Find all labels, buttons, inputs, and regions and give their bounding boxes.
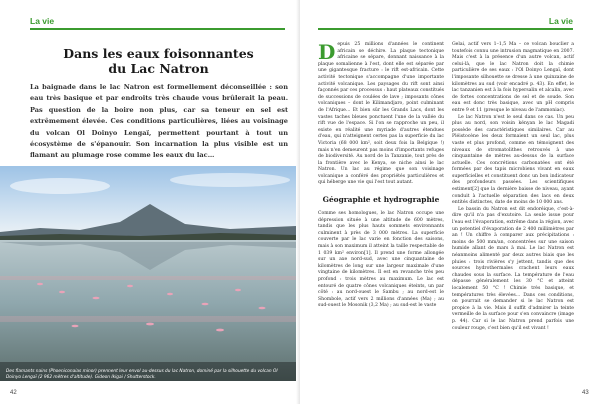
page-number-left: 42 [10, 390, 17, 396]
cloud [10, 178, 110, 194]
paragraph [318, 42, 444, 187]
paragraph-text: epuis 25 millions d'années le continent africain se déchire. La plaque tectonique africaine se sépare, donnant naissance à la plaque somalienne à l'est, dont elle est séparée par une gigantesque fracture : le rift est-africain. Cette activité tectonique s'accompagne d'une importante activité volcanique. Les paysages du rift sont ainsi façonnés par ces processus : haut plateaux constitués de successions de coulées de lave ; imposants cônes volcaniques – dont le Kilimandjaro, point culminant de l'Afrique… Et bien sûr les Grands Lacs, dont les vastes taches bleues ponctuent l'une de la vallée du rift vue de l'espace. Si l'on se rapproche un peu, il existe en réalité une myriade d'autres étendues d'eau, qui n'atteignent certes pas la superficie du lac Victoria (68 000 km², soit deux fois la Belgique !) mais n'en demeurent pas moins d'importants refuges de biodiversité. Au nord de la Tanzanie, tout près de la frontière avec le Kenya, se niche ainsi le lac Natron. Un lac au régime que son voisinage volcanique a conféré des propriétés particulières et qui héberge une vie qui l'est tout autant. [318, 42, 444, 186]
paragraph: Comme ses homologues, le lac Natron occupe une dépression située à une altitude de 600 mètres, tandis que les plus hauts sommets environnants culminent à près de 3 000 mètres. La superficie couverte par le lac varie en fonction des saisons, mais à son maximum il atteint la taille respectable de 1 039 km² environ[1]. Il prend une forme allongée sur un axe nord-sud, avec une cinquantaine de kilomètres de long sur une largeur maximale d'une vingtaine de kilomètres. Il est en revanche très peu profond : trois mètres au maximum. Le lac est entouré de quatre cônes volcaniques éteints, un par côté : au nord-ouest le Sambu ; au nord-est le Shombole, actif vers 2 millions d'années (Ma) ; au sud-ouest le Mosonik (3,2 Ma) ; au sud-est le vaste [318, 211, 444, 309]
pink-shimmer [0, 276, 296, 280]
section-label: La vie [30, 16, 55, 26]
flamingo [235, 289, 241, 291]
flamingo [167, 293, 173, 295]
section-label: La vie [548, 16, 573, 26]
lake-natron-photo [0, 166, 296, 381]
section-header-right [318, 16, 573, 30]
pink-shimmer [0, 316, 296, 322]
text-column-2 [452, 42, 574, 332]
article-lead: La baignade dans le lac Natron est formellement déconseillée : son eau très basique et par endroits très chaude vous brûlerait la peau. Pas question de la boire non plus, car sa teneur en sel est extrêmement élevée. Ces conditions particulières, liées au voisinage du volcan Ol Doinyo Lengaï, permettent pourtant à tout un écosystème de s'épanouir. Son incarnation la plus visible est un flamant au plumage rose comme les eaux du lac… [30, 83, 288, 160]
article-title [36, 46, 281, 76]
flamingo [202, 303, 209, 306]
photo-caption: Des flamants nains (Phoeniconaias minor) prennent leur envol au-dessus du lac Natron, dominé par la silhouette du volcan Ol Doinyo Lengaï (2 962 mètres d'altitude). Gideon Ikigai / Shutterstock. [6, 369, 278, 380]
flamingo [146, 323, 154, 326]
paragraph: Le lac Natron n'est le seul dans ce cas. Un peu plus au nord, son voisin kényan le lac Magadi possède des caractéristiques similaires. Car au Pléistocène les deux formaient un seul lac, plus vaste et plus profond, comme en témoignent des niveaux de stromatolithes retrouvés à une cinquantaine de mètres au-dessus de la surface actuelle. Ces concrétions carbonatées ont été formées par des tapis microbiens vivant en eaux superficielles et constituent donc un bon indicateur des profondeurs passées. Les scientifiques estiment[2] que la dernière baisse de niveau, ayant conduit à l'actuelle séparation des lacs en deux entités distinctes, date de moins de 10 000 ans. [452, 114, 574, 206]
flamingo [37, 283, 43, 285]
flamingo [72, 325, 79, 328]
section-header-left [30, 16, 285, 30]
paragraph: Gelai, actif vers 1–1,5 Ma – ce volcan bouclier a toutefois connu une intrusion magmatique en 2007. Mais c'est à la présence d'un autre volcan, actif celui-là, que le lac Natron doit la chimie particulière de ses eaux : l'Ol Doinyo Lengaï, dont l'imposante silhouette se dresse à une quinzaine de kilomètres au sud (voir encadré p. 43). En effet, le lac tanzanien est à la fois hypersalin et alcalin, avec de fortes concentrations de sel et de soude. Son eau est donc très basique, avec un pH compris entre 9 et 11 (presque le niveau de l'ammoniac). [452, 42, 574, 113]
flamingo [259, 307, 266, 310]
drop-cap: D [318, 40, 336, 64]
paragraph: Le bassin du Natron est dit endoréique, c'est-à-dire qu'il n'a pas d'exutoire. La seule issue pour l'eau est l'évaporation, extrême dans la région, avec un potentiel d'évaporation de 2 400 millimètres par an ! Un chiffre à comparer aux précipitations : moins de 500 mm/an, concentrées sur une saison humide allant de mars à mai. Le lac Natron est néanmoins alimenté par deux autres biais que les pluies : trois rivières s'y jettent, tandis que des sources hydrothermales crachent leurs eaux chaudes sous la surface. La température de l'eau dépasse généralement les 30 °C et atteint localement 50 °C ! Chimie très basique, et températures très élevées… Dans ces conditions, on pourrait se demander si le lac Natron est propice à la vie. Mais il suffit d'admirer la teinte vermeille de la surface pour s'en convaincre (image p. 44). Car si le lac Natron prend parfois une couleur rouge, c'est bien qu'il est vivant ! [452, 206, 574, 331]
flamingo [127, 285, 133, 287]
flamingo [93, 297, 100, 300]
flamingo [216, 329, 224, 332]
flamingo [59, 291, 65, 293]
page-number-right: 43 [582, 390, 589, 396]
section-rule [318, 28, 573, 30]
section-rule [30, 28, 285, 30]
subheading: Géographie et hydrographie [322, 195, 440, 205]
landscape-illustration [0, 166, 296, 381]
title-line-2: du Lac Natron [108, 61, 209, 76]
cloud [170, 173, 290, 187]
title-line-1: Dans les eaux foisonnantes [63, 46, 254, 61]
text-column-1 [318, 42, 444, 310]
